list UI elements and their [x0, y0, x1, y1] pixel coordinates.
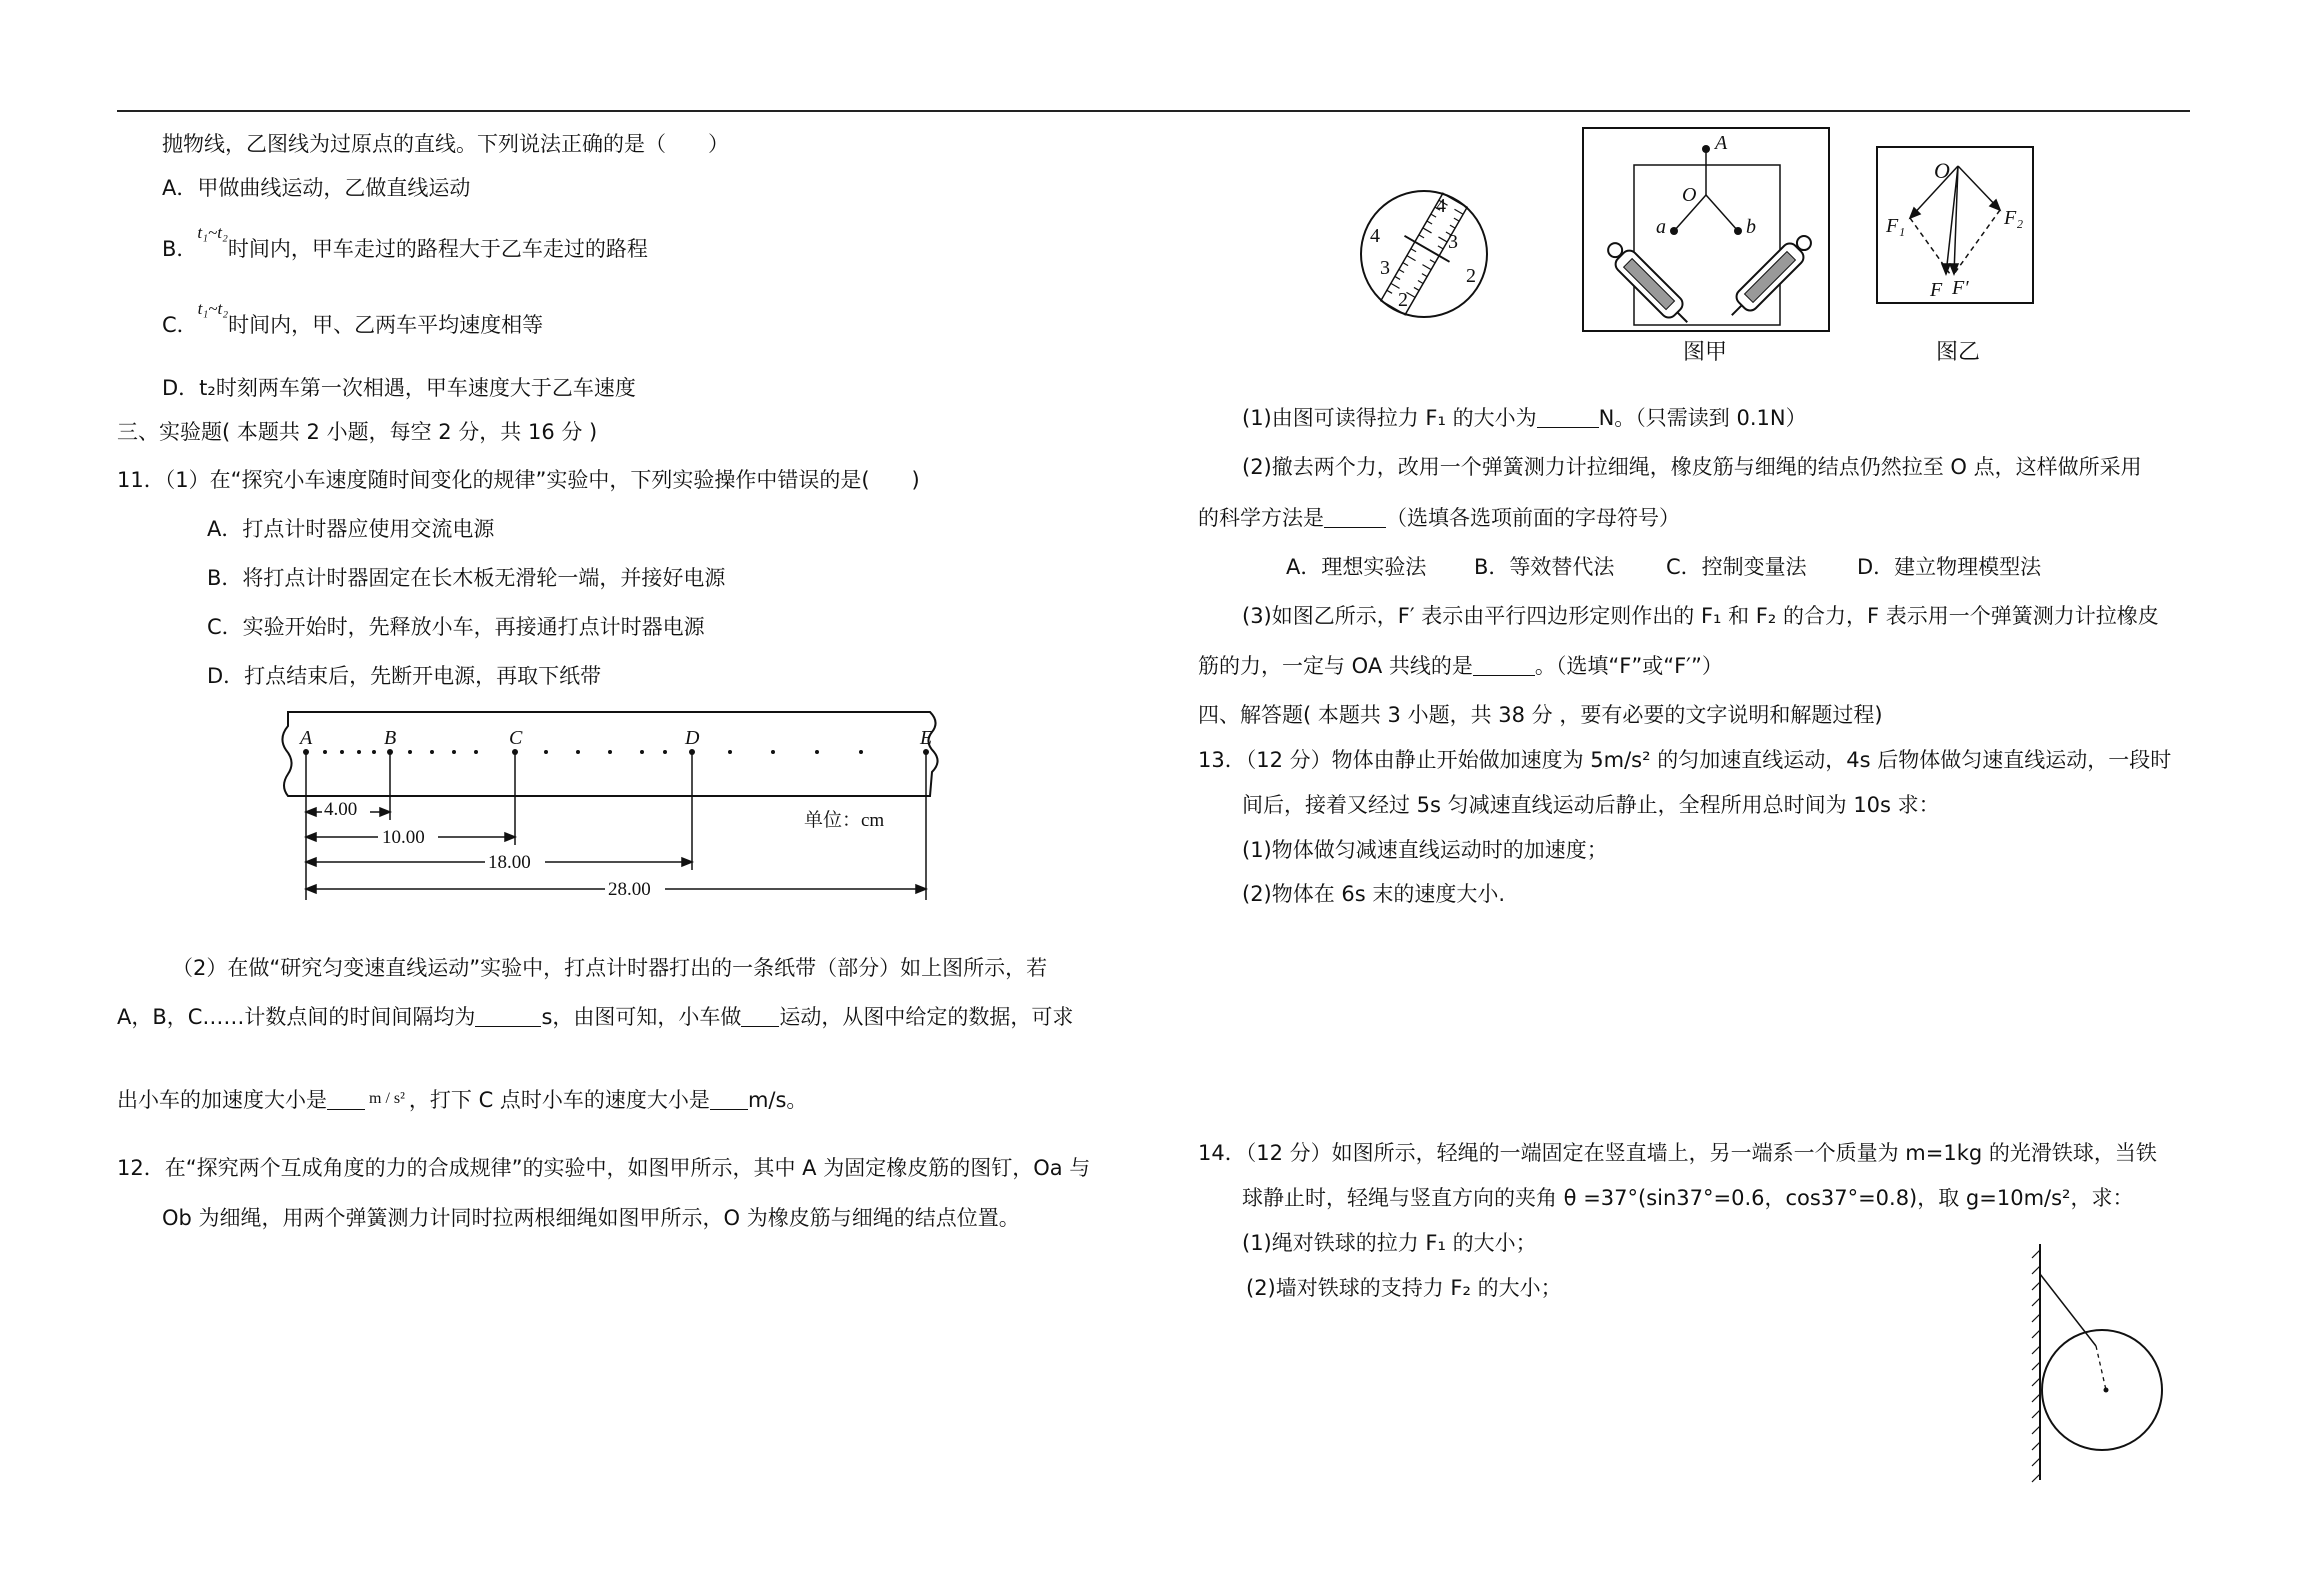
q12-part1: (1)由图可读得拉力 F₁ 的大小为 N。（只需读到 0.1N） [1242, 406, 1807, 430]
q11-option-a: A．打点计时器应使用交流电源 [207, 517, 495, 541]
q12-part3-line1: (3)如图乙所示，F′ 表示由平行四边形定则作出的 F₁ 和 F₂ 的合力，F 表示用一个弹簧测力计拉橡皮 [1242, 604, 2159, 628]
q11-part2-line1: （2）在做“研究匀变速直线运动”实验中，打点计时器打出的一条纸带（部分）如上图所示，若 [172, 956, 1048, 980]
q10-option-a: A．甲做曲线运动，乙做直线运动 [162, 176, 471, 200]
q14-stem-line2: 球静止时，轻绳与竖直方向的夹角 θ =37°(sin37°=0.6，cos37°=0.8)，取 g=10m/s²，求： [1242, 1186, 2134, 1210]
tape-point-d: D [685, 727, 700, 749]
answer-blank[interactable] [1537, 406, 1599, 428]
q14-question-1: (1)绳对铁球的拉力 F₁ 的大小； [1242, 1231, 1537, 1255]
q13-stem-line1: 13．（12 分）物体由静止开始做加速度为 5m/s² 的匀加速直线运动，4s 后物体做匀速直线运动，一段时 [1198, 748, 2172, 772]
rope-a-label: a [1656, 216, 1666, 238]
tape-dim-ac: 10.00 [382, 827, 425, 848]
tape-point-a: A [300, 727, 313, 749]
section-3-heading: 三、实验题( 本题共 2 小题，每空 2 分，共 16 分 ) [117, 420, 598, 444]
q10-stem-tail: 抛物线，乙图线为过原点的直线。下列说法正确的是（ ） [162, 132, 729, 156]
q12-stem-line2: Ob 为细绳，用两个弹簧测力计同时拉两根细绳如图甲所示，O 为橡皮筋与细绳的结点位置。 [162, 1206, 1020, 1230]
answer-blank[interactable] [1324, 506, 1386, 528]
section-4-heading: 四、解答题( 本题共 3 小题，共 38 分 ，要有必要的文字说明和解题过程) [1198, 703, 1883, 727]
q10-option-c-symbol: t₁~t₂ [197, 299, 229, 318]
q10-option-b: B．$^{t_1\sim t_2}$时间内，甲车走过的路程大于乙车走过的路程 [162, 223, 648, 261]
point-a-label: A [1715, 132, 1728, 154]
paper-tape-figure [280, 700, 960, 915]
tape-point-c: C [509, 727, 523, 749]
force-f1-label: F₁ [1886, 215, 1906, 237]
answer-blank[interactable] [327, 1088, 365, 1110]
dial-number: 4 [1370, 225, 1380, 247]
tape-point-e: E [920, 727, 933, 749]
q13-question-1: (1)物体做匀减速直线运动时的加速度； [1242, 838, 1608, 862]
q11-part2-line2: A，B，C……计数点间的时间间隔均为 s，由图可知，小车做 运动，从图中给定的数据，可求 [117, 1005, 1074, 1029]
answer-blank[interactable] [1473, 654, 1535, 676]
figure-yi [1876, 146, 2036, 306]
q10-option-b-symbol: t₁~t₂ [197, 223, 228, 242]
q12-stem-line1: 12．在“探究两个互成角度的力的合成规律”的实验中，如图甲所示，其中 A 为固定橡皮筋的图钉，Oa 与 [117, 1156, 1091, 1180]
tape-dim-ad: 18.00 [488, 852, 531, 873]
q11-option-c: C．实验开始时，先释放小车，再接通打点计时器电源 [207, 615, 705, 639]
point-o-label: O [1934, 158, 1950, 183]
q12-part2-line2: 的科学方法是 （选填各选项前面的字母符号） [1198, 506, 1680, 530]
dial-number: 2 [1466, 265, 1476, 287]
q10-option-d: D．t₂时刻两车第一次相遇，甲车速度大于乙车速度 [162, 376, 636, 400]
spring-scale-dial-figure [1358, 188, 1490, 320]
q12-part2-option-a: A．理想实验法 [1286, 555, 1427, 579]
rope-b-label: b [1746, 216, 1756, 238]
force-f-label: F [1930, 279, 1943, 301]
dial-number: 4 [1436, 195, 1446, 217]
q10-option-c: C．$^{t_1\sim t_2}$时间内，甲、乙两车平均速度相等 [162, 299, 544, 337]
figure-yi-caption: 图乙 [1936, 340, 1981, 365]
q13-stem-line2: 间后，接着又经过 5s 匀减速直线运动后静止，全程所用总时间为 10s 求： [1242, 793, 1940, 817]
q12-part2-option-c: C．控制变量法 [1666, 555, 1807, 579]
tape-dim-ab: 4.00 [324, 799, 358, 820]
dial-number: 2 [1398, 289, 1408, 311]
q12-part2-option-d: D．建立物理模型法 [1857, 555, 2042, 579]
tape-unit-label: 单位：cm [804, 810, 885, 831]
point-o-label: O [1682, 184, 1697, 206]
force-fprime-label: F′ [1952, 277, 1969, 299]
tape-point-b: B [384, 727, 397, 749]
q14-stem-line1: 14．（12 分）如图所示，轻绳的一端固定在竖直墙上，另一端系一个质量为 m=1kg 的光滑铁球，当铁 [1198, 1141, 2157, 1165]
wall-ball-figure [2030, 1240, 2170, 1485]
q11-part2-line3: 出小车的加速度大小是 m / s² ，打下 C 点时小车的速度大小是 m/s。 [117, 1088, 808, 1112]
tape-dim-ae: 28.00 [608, 879, 651, 900]
q12-part2-line1: (2)撤去两个力，改用一个弹簧测力计拉细绳，橡皮筋与细绳的结点仍然拉至 O 点，这样做所采用 [1242, 455, 2142, 479]
dial-number: 3 [1380, 257, 1390, 279]
figure-jia-caption: 图甲 [1683, 340, 1728, 365]
q14-question-2: (2)墙对铁球的支持力 F₂ 的大小； [1246, 1276, 1562, 1300]
answer-blank[interactable] [710, 1088, 748, 1110]
figure-jia [1582, 127, 1832, 332]
q13-question-2: (2)物体在 6s 末的速度大小. [1242, 882, 1506, 906]
answer-blank[interactable] [475, 1005, 541, 1027]
header-rule [117, 110, 2190, 112]
dial-number: 3 [1448, 231, 1458, 253]
q11-stem: 11．（1）在“探究小车速度随时间变化的规律”实验中，下列实验操作中错误的是( ) [117, 468, 920, 492]
q11-option-b: B．将打点计时器固定在长木板无滑轮一端，并接好电源 [207, 566, 726, 590]
q12-part2-option-b: B．等效替代法 [1474, 555, 1615, 579]
force-f2-label: F₂ [2004, 207, 2024, 229]
answer-blank[interactable] [741, 1005, 779, 1027]
q11-option-d: D．打点结束后，先断开电源，再取下纸带 [207, 664, 602, 688]
q12-part3-line2: 筋的力，一定与 OA 共线的是 。（选填“F”或“F′”） [1198, 654, 1723, 678]
